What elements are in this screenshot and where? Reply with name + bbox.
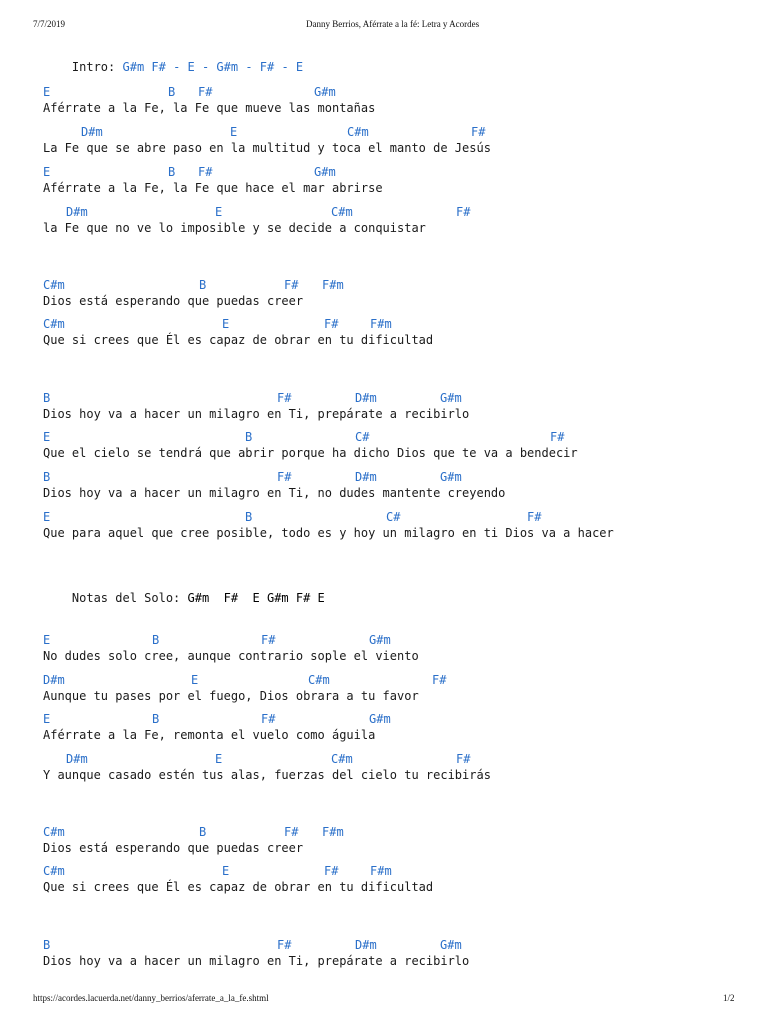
chord: G#m xyxy=(314,165,336,179)
chord: E xyxy=(215,752,223,766)
chord: F# xyxy=(527,510,542,524)
chord: F# xyxy=(277,938,292,952)
chord: B xyxy=(199,825,207,839)
chord-row xyxy=(0,632,768,648)
chord: C#m xyxy=(331,205,353,219)
chord: E xyxy=(222,317,230,331)
chord: B xyxy=(152,712,160,726)
chord: C# xyxy=(355,430,370,444)
chord: E xyxy=(43,633,51,647)
chord: F#m xyxy=(322,825,344,839)
lyric-line: Y aunque casado estén tus alas, fuerzas del cielo tu recibirás xyxy=(43,768,491,782)
chord: C#m xyxy=(43,317,65,331)
chord: B xyxy=(43,938,51,952)
chord-row xyxy=(0,124,768,140)
chord: C#m xyxy=(347,125,369,139)
print-url: https://acordes.lacuerda.net/danny_berrios/aferrate_a_la_fe.shtml xyxy=(33,993,269,1003)
chord: E xyxy=(43,430,51,444)
lyric-line: Dios está esperando que puedas creer xyxy=(43,294,304,308)
chord: F#m xyxy=(370,317,392,331)
chord-row xyxy=(0,937,768,953)
lyric-line: La Fe que se abre paso en la multitud y toca el manto de Jesús xyxy=(43,141,491,155)
chord: F# xyxy=(471,125,486,139)
chord-row xyxy=(0,751,768,767)
lyric-line: Aférrate a la Fe, la Fe que hace el mar abrirse xyxy=(43,181,383,195)
chord: F# xyxy=(284,278,299,292)
chord: E xyxy=(230,125,238,139)
chord: D#m xyxy=(66,752,88,766)
chord-row xyxy=(0,204,768,220)
print-title: Danny Berrios, Aférrate a la fé: Letra y Acordes xyxy=(306,19,480,29)
chord-row xyxy=(0,277,768,293)
chord: F# xyxy=(284,825,299,839)
chord: F# xyxy=(456,752,471,766)
chord: E xyxy=(43,165,51,179)
chord: B xyxy=(43,470,51,484)
chord: G#m xyxy=(440,470,462,484)
chord: B xyxy=(245,430,253,444)
chord: C#m xyxy=(43,278,65,292)
lyric-line: Dios hoy va a hacer un milagro en Ti, prepárate a recibirlo xyxy=(43,954,470,968)
chord: E xyxy=(43,510,51,524)
lyric-line: Dios está esperando que puedas creer xyxy=(43,841,304,855)
chord: E xyxy=(43,85,51,99)
chord: B xyxy=(152,633,160,647)
chord: F# xyxy=(324,864,339,878)
lyric-line: Que para aquel que cree posible, todo es y hoy un milagro en ti Dios va a hacer xyxy=(43,526,614,540)
chord: G#m xyxy=(369,712,391,726)
chord: F# xyxy=(277,470,292,484)
chord: G#m xyxy=(440,391,462,405)
chord-row xyxy=(0,711,768,727)
lyric-line: Dios hoy va a hacer un milagro en Ti, no dudes mantente creyendo xyxy=(43,486,506,500)
chord: F# xyxy=(456,205,471,219)
lyric-line: Dios hoy va a hacer un milagro en Ti, prepárate a recibirlo xyxy=(43,407,470,421)
lyric-line: Que el cielo se tendrá que abrir porque ha dicho Dios que te va a bendecir xyxy=(43,446,578,460)
chord: F#m xyxy=(322,278,344,292)
lyric-line: Aférrate a la Fe, la Fe que mueve las montañas xyxy=(43,101,376,115)
chord: E xyxy=(222,864,230,878)
chord: C#m xyxy=(43,825,65,839)
lyric-line: Aunque tu pases por el fuego, Dios obrara a tu favor xyxy=(43,689,419,703)
chord: B xyxy=(168,85,176,99)
chord: F# xyxy=(550,430,565,444)
chord-row xyxy=(0,824,768,840)
chord-row xyxy=(0,509,768,525)
chord: D#m xyxy=(43,673,65,687)
chord: F# xyxy=(432,673,447,687)
chord: C#m xyxy=(308,673,330,687)
lyric-line: Que si crees que Él es capaz de obrar en tu dificultad xyxy=(43,880,434,894)
chord: C#m xyxy=(331,752,353,766)
print-date: 7/7/2019 xyxy=(33,19,66,29)
solo-label: Notas del Solo: xyxy=(71,591,181,605)
chord: E xyxy=(191,673,199,687)
chord: F# xyxy=(261,633,276,647)
chord: F# xyxy=(324,317,339,331)
chord: B xyxy=(43,391,51,405)
chord: B xyxy=(245,510,253,524)
intro-label: Intro: xyxy=(71,60,116,74)
chord: G#m xyxy=(314,85,336,99)
lyric-line: No dudes solo cree, aunque contrario sople el viento xyxy=(43,649,419,663)
chord: F# xyxy=(261,712,276,726)
chord: C# xyxy=(386,510,401,524)
intro-line xyxy=(43,43,304,74)
chord: C#m xyxy=(43,864,65,878)
solo-line xyxy=(43,574,325,605)
chord: F# xyxy=(277,391,292,405)
chord: G#m xyxy=(369,633,391,647)
chord: D#m xyxy=(355,391,377,405)
chord-row xyxy=(0,672,768,688)
chord: B xyxy=(168,165,176,179)
chord: D#m xyxy=(66,205,88,219)
chord-row xyxy=(0,316,768,332)
chord: E xyxy=(215,205,223,219)
page-number: 1/2 xyxy=(723,993,735,1003)
chord-row xyxy=(0,863,768,879)
chord: D#m xyxy=(355,938,377,952)
lyric-line: la Fe que no ve lo imposible y se decide a conquistar xyxy=(43,221,426,235)
lyric-line: Que si crees que Él es capaz de obrar en tu dificultad xyxy=(43,333,434,347)
solo-notes: G#m F# E G#m F# E xyxy=(187,591,325,605)
chord-row xyxy=(0,390,768,406)
chord: F# xyxy=(198,165,213,179)
chord: B xyxy=(199,278,207,292)
chord-row xyxy=(0,429,768,445)
chord: F# xyxy=(198,85,213,99)
intro-chords: G#m F# - E - G#m - F# - E xyxy=(122,60,304,74)
chord-row xyxy=(0,84,768,100)
lyric-line: Aférrate a la Fe, remonta el vuelo como águila xyxy=(43,728,376,742)
chord: G#m xyxy=(440,938,462,952)
chord: E xyxy=(43,712,51,726)
chord: D#m xyxy=(81,125,103,139)
chord: D#m xyxy=(355,470,377,484)
chord-row xyxy=(0,164,768,180)
chord-row xyxy=(0,469,768,485)
chord: F#m xyxy=(370,864,392,878)
